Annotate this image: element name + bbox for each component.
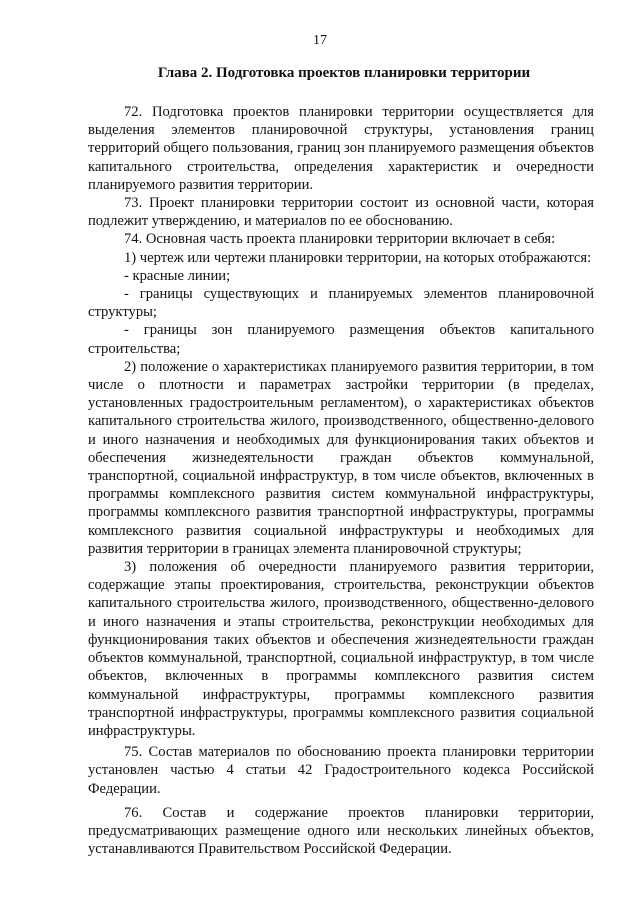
page-number: 17 [313,33,327,48]
chapter-heading: Глава 2. Подготовка проектов планировки территории [157,65,531,81]
paragraph-75: 75. Состав материалов по обоснованию проекта планировки территории установлен частью 4 статьи 42 Градостроительного кодекса Российской Федерации. [88,744,594,797]
sub-item-zone-borders: - границы зон планируемого размещения объектов капитального строительства; [88,322,594,357]
list-item-2: 2) положение о характеристиках планируемого развития территории, в том числе о плотности и параметрах застройки территории (в пределах, установленных градостроительным регламентом), о характеристиках объектов капитального строительства жилого, производственного, общественно-делового и иного назначения и необходимых для функционирования таких объектов и обеспечения жизнедеятельности граждан объектов коммунальной, транспортной, социальной инфраструктур, в том числе объектов, включенных в программы комплексного развития систем коммунальной инфраструктуры, программы комплексного развития транспортной инфраструктуры, программы комплексного развития социальной инфраструктуры и необходимых для развития территории в границах элемента планировочной структуры; [88,358,594,557]
paragraph-74: 74. Основная часть проекта планировки территории включает в себя: [124,231,556,248]
paragraph-76: 76. Состав и содержание проектов планировки территории, предусматривающих размещение одного или нескольких линейных объектов, устанавливаются Правительством Российской Федерации. [88,804,594,858]
paragraph-73: 73. Проект планировки территории состоит из основной части, которая подлежит утверждению, и материалов по ее обоснованию. [88,195,594,230]
sub-item-element-borders: - границы существующих и планируемых элементов планировочной структуры; [88,286,594,321]
document-body [88,103,594,858]
sub-item-red-lines: - красные линии; [124,267,231,284]
paragraph-72: 72. Подготовка проектов планировки территории осуществляется для выделения элементов планировочной структуры, установления границ территорий общего пользования, границ зон планируемого размещения объектов капитального строительства, определения характеристик и очередности планируемого развития территории. [88,104,594,193]
list-item-1: 1) чертеж или чертежи планировки территории, на которых отображаются: [124,249,592,266]
list-item-3: 3) положения об очередности планируемого развития территории, содержащие этапы проектирования, строительства, реконструкции объектов капитального строительства жилого, производственного, общественно-делового и иного назначения и этапы строительства, реконструкции необходимых для функционирования таких объектов и обеспечения жизнедеятельности граждан объектов коммунальной, транспортной, социальной инфраструктур, в том числе объектов, включенных в программы комплексного развития систем коммунальной инфраструктуры, программы комплексного развития транспортной инфраструктуры, программы комплексного развития социальной инфраструктуры. [88,559,594,739]
